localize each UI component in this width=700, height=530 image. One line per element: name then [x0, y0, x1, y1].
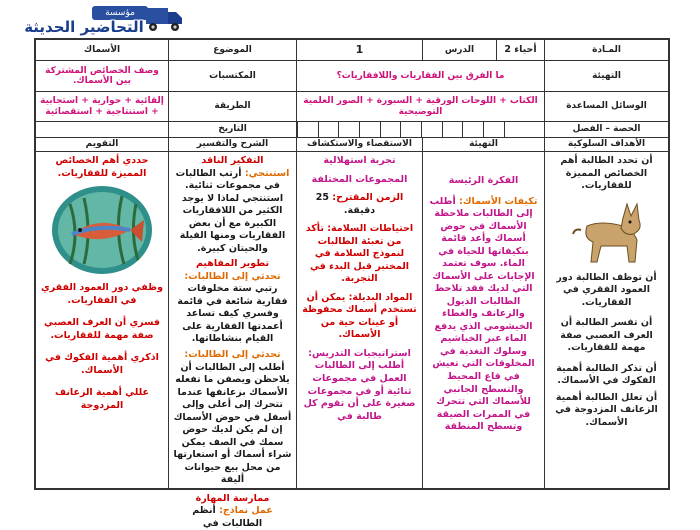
period-label: الحصة – الفصل	[544, 122, 668, 137]
safety-label: احتياطات السلامة:	[327, 223, 414, 235]
objective-item: أن تحدد الطالبة أهم الخصائص المميزة للفقاريات.	[560, 155, 653, 192]
col-title-warmup: التهيئة	[422, 138, 544, 151]
strategy-text: أطلب إلى الطالبات العمل في مجموعات ثنائية أو في مجموعات صغيرة على أن تقوم كل طالبة في	[303, 360, 416, 422]
brand-name: التحاضير الحديثة	[24, 18, 144, 36]
content-columns	[36, 152, 668, 529]
lesson-plan-table	[34, 38, 670, 529]
fish-adapt-text: أطلب إلى الطالبات ملاحظة الأسماك في حوض أسماك وأعد قائمة بتكيفاتها للحياة في الماء. سوف تعتمد الإجابات على الأسماك التي لديك فقد تلاحظ الطالبات الذيول والزعانف والغطاء الخيشومي الذي يدفع الماء عبر الخياشيم وسلوك التغذية في المخلوقات التي تعيش في قاع المحيط والتسطح الجانبي للأسماك التي تتحرك في الممرات الضيقة وتسطح المنطقة	[429, 195, 535, 433]
talk-label: تحدثي إلى الطالبات:	[184, 348, 281, 360]
subject-label: المـادة	[544, 40, 668, 60]
challenge-label: تحدثي إلى الطالبات:	[184, 270, 281, 282]
method-label: الطريقة	[168, 92, 296, 121]
objective-item: أن تعلل الطالبة أهمية الزعانف المزدوجة في الأسماك.	[555, 391, 658, 428]
model-label: عمل نماذج:	[219, 505, 273, 517]
concepts-heading: تطوير المفاهيم	[195, 258, 270, 270]
alt-label: المواد البديلة:	[348, 291, 413, 303]
truck-icon	[144, 2, 184, 36]
assess-item: فسري أن العرف العصبي صفة مهمة للفقاريات.	[44, 317, 160, 341]
objective-item: أن تذكر الطالبة أهمية الفكوك في الأسماك.	[556, 362, 657, 387]
col-title-explain: الشرح والتفسير	[168, 138, 296, 151]
challenge-text: رتبي ستة مخلوقات فقارية شائعة في قائمة وفسري كيف تساعد أعمدتها الفقارية على القيام بنشاطاتها.	[177, 283, 288, 345]
brand-logo	[4, 0, 186, 40]
topic-value: الأسماك	[83, 44, 121, 55]
time-value: 25 دقيقة.	[315, 192, 376, 216]
topic-label: الموضوع	[168, 40, 296, 60]
date-label: التاريخ	[168, 122, 296, 137]
col-title-assess: التقويم	[85, 139, 119, 150]
assess-item: حددي أهم الخصائص المميزة للفقاريات.	[55, 155, 149, 179]
col-title-objectives: الأهداف السلوكية	[544, 138, 668, 151]
talk-text: أطلب إلى الطالبات أن يلاحظن ويصفن ما تفعله الأسماك بزعانفها عندما تتحرك إلى أعلى وإلى أسفل في حوض الأسماك إن لم يكن لديك حوض سمك في الصف يمكن شراء أسماك أو استعارتها من محل بيع حيوانات أليفة	[173, 361, 292, 486]
safety-text: تأكد من تعبئة الطالبات لنموذج السلامة في المختبر قبل البدء في التجربة.	[305, 223, 410, 285]
model-text: أنظم الطالبات في	[192, 505, 263, 529]
assess-item: عللي أهمية الزعانف المزدوجة	[55, 387, 149, 411]
fish-adapt-label: تكيفات الأسماك:	[459, 195, 538, 207]
explain-column	[168, 152, 296, 529]
objectives-column	[544, 152, 668, 488]
intro-value: ما الفرق بين الفقاريات واللافقاريات؟	[296, 61, 544, 91]
conclude-text: أرتب الطالبات في مجموعات ثنائية. استنتجي لماذا لا يوجد الكثير من اللافقاريات الكبيرة مع أن بعض الفقاريات ومنها الفيلة والحيتان كبيرة.	[175, 167, 286, 254]
starter-heading: تجربة استهلالية	[323, 155, 396, 166]
lynx-illustration	[567, 196, 647, 266]
objective-item: أن تفسر الطالبة أن العرف العصبي صفة مهمة للفقاريات.	[560, 317, 653, 354]
gains-label: المكتسبات	[168, 61, 296, 91]
method-value: إلقائية + حوارية + استجابية + استنتاجية + استقصائية	[40, 96, 164, 117]
main-idea-heading: الفكرة الرئيسة	[448, 175, 519, 186]
assess-item: وظفي دور العمود الفقري في الفقاريات.	[41, 282, 163, 306]
strategy-label: استراتيجيات التدريس:	[308, 347, 411, 359]
conclude-label: استنتجي:	[244, 167, 290, 179]
aids-value: الكتاب + اللوحات الورقية + السبورة + الصور العلمية التوضيحية	[296, 92, 544, 121]
skill-heading: ممارسة المهارة	[195, 492, 270, 504]
assess-item: اذكري أهمية الفكوك في الأسماك.	[45, 352, 159, 376]
header-rows	[36, 40, 668, 152]
inquiry-column	[296, 152, 422, 488]
assess-column	[36, 152, 168, 488]
warmup-column	[422, 152, 544, 488]
brand-subtitle: مؤسسة	[92, 6, 148, 20]
critical-heading: التفكير الناقد	[201, 155, 264, 166]
subject-value: أحياء 2	[496, 40, 544, 60]
date-value	[36, 122, 168, 137]
lesson-value: 1	[296, 40, 422, 60]
period-grid	[296, 122, 544, 137]
objective-item: أن توظف الطالبة دور العمود الفقري في الفقاريات.	[556, 271, 657, 308]
time-label: الزمن المقترح:	[332, 192, 404, 204]
alt-text: يمكن أن تستخدم أسماك محفوظة أو عينات حية من الأسماك.	[302, 291, 417, 341]
groups-heading: المجموعات المختلفة	[311, 173, 408, 185]
intro-label: التهيئة	[544, 61, 668, 91]
aids-label: الوسائل المساعدة	[544, 92, 668, 121]
gains-value: وصف الخصائص المشتركة بين الأسماك.	[45, 65, 159, 86]
lesson-label: الدرس	[422, 40, 496, 60]
col-title-inquiry: الاستقصاء والاستكشاف	[296, 138, 422, 151]
fish-illustration	[50, 184, 154, 276]
